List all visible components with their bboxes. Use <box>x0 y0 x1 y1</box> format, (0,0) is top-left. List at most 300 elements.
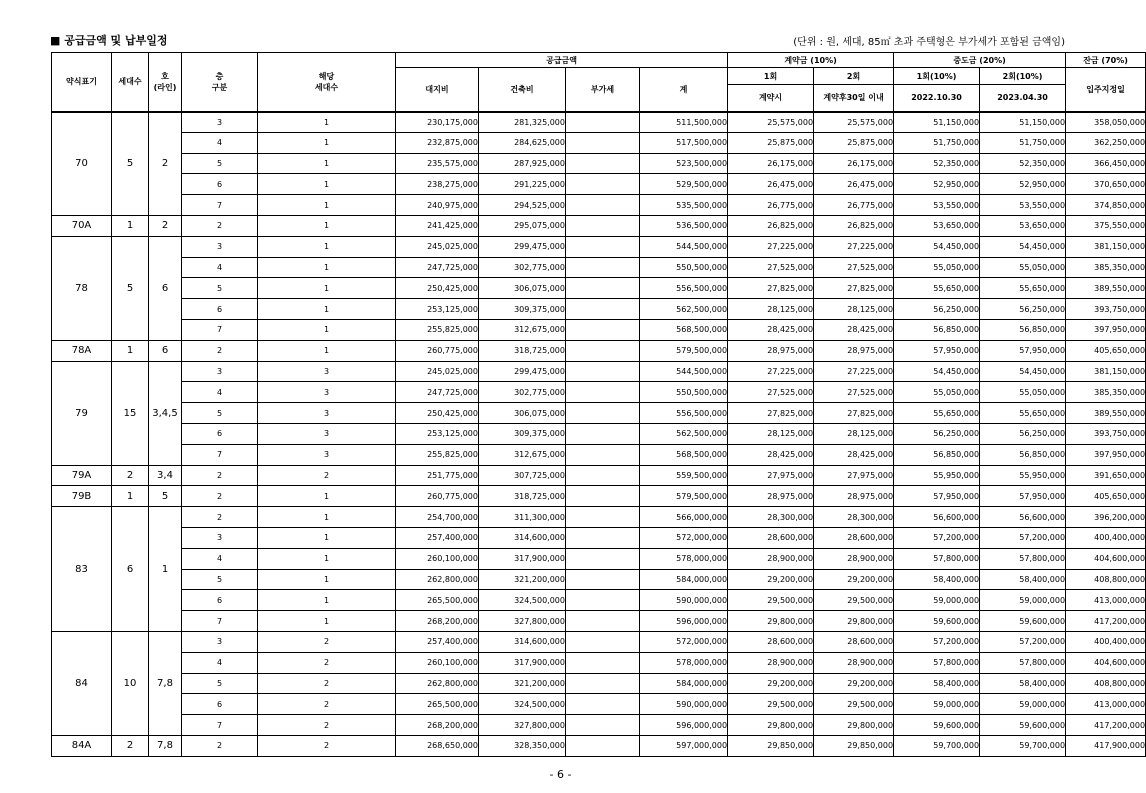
cell-amount: 26,825,000 <box>814 215 894 236</box>
cell-amount: 381,150,000 <box>1066 236 1146 257</box>
cell-amount: 29,500,000 <box>814 590 894 611</box>
cell-amount: 59,700,000 <box>894 735 980 756</box>
cell-amount: 28,600,000 <box>728 527 814 548</box>
cell-amount: 568,500,000 <box>640 319 728 340</box>
cell-amount <box>566 486 640 507</box>
cell-amount: 306,075,000 <box>479 403 566 424</box>
cell-floor: 5 <box>182 673 258 694</box>
cell-amount: 405,650,000 <box>1066 486 1146 507</box>
cell-type: 79B <box>52 486 112 507</box>
cell-amount: 250,425,000 <box>396 278 479 299</box>
cell-amount: 59,600,000 <box>980 715 1066 736</box>
cell-units: 2 <box>112 735 149 756</box>
table-row <box>52 694 1146 715</box>
cell-amount: 517,500,000 <box>640 132 728 153</box>
table-row <box>52 527 1146 548</box>
cell-amount: 584,000,000 <box>640 673 728 694</box>
cell-amount <box>566 735 640 756</box>
cell-amount: 57,800,000 <box>894 548 980 569</box>
cell-floor: 2 <box>182 465 258 486</box>
cell-amount: 29,800,000 <box>814 611 894 632</box>
cell-amount: 391,650,000 <box>1066 465 1146 486</box>
cell-amount: 51,150,000 <box>980 112 1066 133</box>
cell-amount: 294,525,000 <box>479 195 566 216</box>
cell-floor: 3 <box>182 631 258 652</box>
cell-floor-units: 1 <box>258 174 396 195</box>
cell-amount: 26,475,000 <box>728 174 814 195</box>
cell-amount: 255,825,000 <box>396 319 479 340</box>
header-floor: 층 구분 <box>182 53 258 112</box>
cell-units: 10 <box>112 631 149 735</box>
cell-amount: 400,400,000 <box>1066 631 1146 652</box>
cell-floor-units: 1 <box>258 132 396 153</box>
header-middle-2-date: 2023.04.30 <box>980 85 1066 112</box>
cell-amount: 578,000,000 <box>640 548 728 569</box>
cell-amount <box>566 631 640 652</box>
table-row <box>52 507 1146 528</box>
cell-amount: 318,725,000 <box>479 486 566 507</box>
cell-amount: 295,075,000 <box>479 215 566 236</box>
cell-amount: 57,950,000 <box>894 340 980 361</box>
cell-amount: 28,425,000 <box>814 444 894 465</box>
table-row <box>52 715 1146 736</box>
cell-amount: 53,650,000 <box>894 215 980 236</box>
cell-amount: 52,950,000 <box>980 174 1066 195</box>
cell-amount: 57,800,000 <box>894 652 980 673</box>
cell-amount: 57,200,000 <box>894 631 980 652</box>
cell-floor-units: 1 <box>258 590 396 611</box>
cell-amount: 408,800,000 <box>1066 673 1146 694</box>
cell-floor-units: 1 <box>258 215 396 236</box>
cell-amount: 52,350,000 <box>980 153 1066 174</box>
cell-amount <box>566 257 640 278</box>
cell-amount: 26,175,000 <box>814 153 894 174</box>
cell-amount: 385,350,000 <box>1066 382 1146 403</box>
cell-amount: 397,950,000 <box>1066 319 1146 340</box>
table-row <box>52 590 1146 611</box>
cell-floor-units: 3 <box>258 382 396 403</box>
cell-amount: 55,050,000 <box>980 382 1066 403</box>
cell-amount <box>566 153 640 174</box>
cell-amount <box>566 112 640 133</box>
cell-amount <box>566 382 640 403</box>
cell-units: 1 <box>112 340 149 361</box>
cell-amount: 317,900,000 <box>479 652 566 673</box>
cell-amount <box>566 340 640 361</box>
cell-amount: 29,500,000 <box>728 590 814 611</box>
cell-floor-units: 2 <box>258 631 396 652</box>
cell-amount <box>566 590 640 611</box>
cell-amount: 556,500,000 <box>640 278 728 299</box>
header-type: 약식표기 <box>52 53 112 112</box>
cell-amount: 28,125,000 <box>814 423 894 444</box>
cell-amount <box>566 132 640 153</box>
table-body <box>52 112 1146 757</box>
cell-amount: 240,975,000 <box>396 195 479 216</box>
cell-amount: 55,650,000 <box>980 278 1066 299</box>
cell-units: 1 <box>112 486 149 507</box>
cell-amount: 562,500,000 <box>640 423 728 444</box>
cell-amount: 590,000,000 <box>640 694 728 715</box>
header-line: 호 (라인) <box>149 53 182 112</box>
cell-amount: 59,600,000 <box>894 611 980 632</box>
cell-amount: 299,475,000 <box>479 361 566 382</box>
cell-amount: 417,900,000 <box>1066 735 1146 756</box>
cell-line: 2 <box>149 215 182 236</box>
cell-floor-units: 1 <box>258 236 396 257</box>
cell-amount: 26,775,000 <box>728 195 814 216</box>
header-contract-2: 2회 <box>814 68 894 85</box>
cell-amount: 27,975,000 <box>814 465 894 486</box>
cell-amount: 590,000,000 <box>640 590 728 611</box>
cell-amount: 56,250,000 <box>980 423 1066 444</box>
cell-amount: 511,500,000 <box>640 112 728 133</box>
cell-amount: 232,875,000 <box>396 132 479 153</box>
cell-amount: 54,450,000 <box>980 361 1066 382</box>
table-row <box>52 153 1146 174</box>
cell-amount: 57,200,000 <box>980 527 1066 548</box>
cell-amount: 57,950,000 <box>894 486 980 507</box>
table-row <box>52 278 1146 299</box>
cell-amount: 28,900,000 <box>814 652 894 673</box>
cell-amount: 318,725,000 <box>479 340 566 361</box>
cell-amount <box>566 527 640 548</box>
cell-amount: 312,675,000 <box>479 444 566 465</box>
cell-floor-units: 1 <box>258 257 396 278</box>
cell-units: 5 <box>112 112 149 216</box>
cell-floor-units: 1 <box>258 527 396 548</box>
cell-type: 70A <box>52 215 112 236</box>
cell-amount: 27,225,000 <box>814 236 894 257</box>
cell-amount: 324,500,000 <box>479 694 566 715</box>
cell-amount: 370,650,000 <box>1066 174 1146 195</box>
table-row <box>52 112 1146 133</box>
cell-amount <box>566 215 640 236</box>
cell-amount: 56,250,000 <box>980 299 1066 320</box>
cell-amount: 393,750,000 <box>1066 423 1146 444</box>
cell-type: 84 <box>52 631 112 735</box>
cell-floor-units: 1 <box>258 507 396 528</box>
cell-amount: 27,825,000 <box>814 403 894 424</box>
cell-amount: 396,200,000 <box>1066 507 1146 528</box>
cell-type: 83 <box>52 507 112 632</box>
cell-amount: 317,900,000 <box>479 548 566 569</box>
supply-price-schedule-table <box>51 52 1146 757</box>
cell-amount: 25,575,000 <box>728 112 814 133</box>
cell-amount: 579,500,000 <box>640 340 728 361</box>
cell-amount: 25,875,000 <box>728 132 814 153</box>
cell-floor-units: 2 <box>258 673 396 694</box>
cell-floor-units: 2 <box>258 465 396 486</box>
cell-amount: 566,000,000 <box>640 507 728 528</box>
cell-floor: 5 <box>182 278 258 299</box>
cell-floor: 4 <box>182 548 258 569</box>
cell-units: 6 <box>112 507 149 632</box>
cell-type: 84A <box>52 735 112 756</box>
cell-floor: 4 <box>182 382 258 403</box>
cell-amount: 257,400,000 <box>396 527 479 548</box>
cell-amount: 257,400,000 <box>396 631 479 652</box>
cell-amount: 28,600,000 <box>814 631 894 652</box>
cell-amount: 559,500,000 <box>640 465 728 486</box>
header-balance: 잔금 (70%) <box>1066 53 1146 68</box>
cell-amount: 28,425,000 <box>728 319 814 340</box>
cell-floor: 6 <box>182 694 258 715</box>
cell-amount: 29,850,000 <box>728 735 814 756</box>
cell-amount: 56,600,000 <box>894 507 980 528</box>
cell-amount: 28,600,000 <box>814 527 894 548</box>
header-units: 세대수 <box>112 53 149 112</box>
cell-floor-units: 1 <box>258 195 396 216</box>
cell-amount: 56,850,000 <box>894 444 980 465</box>
cell-amount: 28,125,000 <box>728 423 814 444</box>
header-supply: 공급금액 <box>396 53 728 68</box>
table-row <box>52 174 1146 195</box>
cell-amount: 27,525,000 <box>814 382 894 403</box>
cell-amount: 309,375,000 <box>479 423 566 444</box>
cell-amount <box>566 548 640 569</box>
table-row <box>52 403 1146 424</box>
cell-amount: 262,800,000 <box>396 569 479 590</box>
cell-amount: 53,650,000 <box>980 215 1066 236</box>
cell-amount <box>566 444 640 465</box>
cell-amount: 59,000,000 <box>980 590 1066 611</box>
cell-amount: 57,950,000 <box>980 340 1066 361</box>
cell-amount: 366,450,000 <box>1066 153 1146 174</box>
cell-amount: 27,825,000 <box>814 278 894 299</box>
cell-amount: 29,800,000 <box>728 715 814 736</box>
cell-amount <box>566 465 640 486</box>
cell-amount: 28,975,000 <box>728 486 814 507</box>
table-row <box>52 735 1146 756</box>
cell-amount: 27,225,000 <box>728 236 814 257</box>
cell-floor: 5 <box>182 153 258 174</box>
cell-amount: 597,000,000 <box>640 735 728 756</box>
cell-amount: 28,975,000 <box>814 340 894 361</box>
cell-amount: 568,500,000 <box>640 444 728 465</box>
cell-amount: 26,475,000 <box>814 174 894 195</box>
cell-floor-units: 1 <box>258 112 396 133</box>
cell-amount: 572,000,000 <box>640 527 728 548</box>
cell-type: 78 <box>52 236 112 340</box>
header-contract: 계약금 (10%) <box>728 53 894 68</box>
cell-amount: 299,475,000 <box>479 236 566 257</box>
cell-floor-units: 1 <box>258 611 396 632</box>
cell-amount: 281,325,000 <box>479 112 566 133</box>
cell-amount: 56,850,000 <box>980 444 1066 465</box>
cell-amount: 29,200,000 <box>814 673 894 694</box>
cell-floor: 7 <box>182 195 258 216</box>
cell-amount: 314,600,000 <box>479 527 566 548</box>
cell-floor-units: 3 <box>258 444 396 465</box>
table-row <box>52 299 1146 320</box>
cell-floor-units: 2 <box>258 735 396 756</box>
cell-amount: 254,700,000 <box>396 507 479 528</box>
cell-amount <box>566 299 640 320</box>
cell-amount: 28,125,000 <box>814 299 894 320</box>
header-balance-when: 입주지정일 <box>1066 68 1146 112</box>
table-row <box>52 215 1146 236</box>
cell-amount: 265,500,000 <box>396 590 479 611</box>
cell-amount: 562,500,000 <box>640 299 728 320</box>
cell-amount: 389,550,000 <box>1066 278 1146 299</box>
cell-amount: 25,875,000 <box>814 132 894 153</box>
cell-amount: 25,575,000 <box>814 112 894 133</box>
cell-amount: 57,200,000 <box>980 631 1066 652</box>
cell-amount: 284,625,000 <box>479 132 566 153</box>
header-total: 계 <box>640 68 728 112</box>
cell-amount: 27,825,000 <box>728 403 814 424</box>
cell-amount: 265,500,000 <box>396 694 479 715</box>
cell-floor-units: 2 <box>258 694 396 715</box>
cell-floor: 2 <box>182 486 258 507</box>
cell-amount: 29,200,000 <box>728 569 814 590</box>
header-floor-units: 해당 세대수 <box>258 53 396 112</box>
cell-amount: 29,200,000 <box>814 569 894 590</box>
cell-amount: 58,400,000 <box>980 673 1066 694</box>
cell-floor: 4 <box>182 132 258 153</box>
cell-amount: 250,425,000 <box>396 403 479 424</box>
cell-amount: 309,375,000 <box>479 299 566 320</box>
cell-floor-units: 2 <box>258 715 396 736</box>
table-row <box>52 486 1146 507</box>
cell-amount: 55,050,000 <box>894 382 980 403</box>
table-row <box>52 382 1146 403</box>
cell-amount: 51,150,000 <box>894 112 980 133</box>
cell-amount <box>566 715 640 736</box>
cell-amount: 260,775,000 <box>396 340 479 361</box>
header-vat: 부가세 <box>566 68 640 112</box>
cell-amount <box>566 278 640 299</box>
cell-floor: 6 <box>182 423 258 444</box>
cell-amount: 247,725,000 <box>396 257 479 278</box>
cell-amount: 56,250,000 <box>894 423 980 444</box>
cell-floor-units: 3 <box>258 403 396 424</box>
cell-amount <box>566 652 640 673</box>
cell-floor: 5 <box>182 403 258 424</box>
cell-amount: 544,500,000 <box>640 361 728 382</box>
cell-amount: 413,000,000 <box>1066 694 1146 715</box>
cell-amount: 404,600,000 <box>1066 548 1146 569</box>
cell-amount: 26,825,000 <box>728 215 814 236</box>
header-contract-1: 1회 <box>728 68 814 85</box>
cell-amount: 327,800,000 <box>479 715 566 736</box>
cell-amount: 58,400,000 <box>894 569 980 590</box>
table-row <box>52 340 1146 361</box>
table-row <box>52 423 1146 444</box>
cell-floor: 4 <box>182 652 258 673</box>
table-row <box>52 361 1146 382</box>
table-row <box>52 465 1146 486</box>
cell-amount: 287,925,000 <box>479 153 566 174</box>
cell-amount <box>566 361 640 382</box>
cell-amount: 29,200,000 <box>728 673 814 694</box>
cell-amount: 59,600,000 <box>980 611 1066 632</box>
cell-amount: 268,200,000 <box>396 715 479 736</box>
cell-amount <box>566 403 640 424</box>
cell-floor-units: 1 <box>258 278 396 299</box>
header-contract-1-when: 계약시 <box>728 85 814 112</box>
cell-floor: 2 <box>182 507 258 528</box>
cell-amount: 56,600,000 <box>980 507 1066 528</box>
unit-note: (단위 : 원, 세대, 85㎡ 초과 주택형은 부가세가 포함된 금액임) <box>793 37 1065 48</box>
cell-amount: 245,025,000 <box>396 361 479 382</box>
cell-amount: 27,225,000 <box>814 361 894 382</box>
cell-amount: 52,950,000 <box>894 174 980 195</box>
table-row <box>52 631 1146 652</box>
cell-amount: 28,900,000 <box>728 652 814 673</box>
cell-amount: 253,125,000 <box>396 299 479 320</box>
cell-amount: 393,750,000 <box>1066 299 1146 320</box>
cell-amount: 52,350,000 <box>894 153 980 174</box>
table-row <box>52 319 1146 340</box>
cell-amount: 28,900,000 <box>814 548 894 569</box>
cell-amount: 28,300,000 <box>728 507 814 528</box>
cell-amount: 417,200,000 <box>1066 715 1146 736</box>
cell-amount: 235,575,000 <box>396 153 479 174</box>
cell-amount <box>566 569 640 590</box>
cell-amount <box>566 174 640 195</box>
cell-floor: 6 <box>182 174 258 195</box>
page-number: - 6 - <box>549 768 572 781</box>
cell-amount: 59,600,000 <box>894 715 980 736</box>
cell-amount: 59,000,000 <box>894 694 980 715</box>
cell-amount: 400,400,000 <box>1066 527 1146 548</box>
cell-floor-units: 1 <box>258 340 396 361</box>
cell-amount: 28,600,000 <box>728 631 814 652</box>
cell-amount: 247,725,000 <box>396 382 479 403</box>
cell-amount: 28,975,000 <box>728 340 814 361</box>
cell-amount: 405,650,000 <box>1066 340 1146 361</box>
cell-floor: 7 <box>182 611 258 632</box>
table-row <box>52 652 1146 673</box>
cell-floor-units: 3 <box>258 423 396 444</box>
cell-amount: 51,750,000 <box>980 132 1066 153</box>
table-row <box>52 444 1146 465</box>
cell-amount: 55,650,000 <box>980 403 1066 424</box>
cell-amount: 56,850,000 <box>894 319 980 340</box>
cell-type: 79 <box>52 361 112 465</box>
cell-amount: 29,800,000 <box>814 715 894 736</box>
cell-amount: 358,050,000 <box>1066 112 1146 133</box>
cell-amount: 53,550,000 <box>980 195 1066 216</box>
cell-amount: 291,225,000 <box>479 174 566 195</box>
cell-units: 2 <box>112 465 149 486</box>
cell-amount: 245,025,000 <box>396 236 479 257</box>
cell-amount: 253,125,000 <box>396 423 479 444</box>
cell-line: 1 <box>149 507 182 632</box>
cell-amount: 268,200,000 <box>396 611 479 632</box>
cell-floor-units: 3 <box>258 361 396 382</box>
cell-amount: 54,450,000 <box>894 361 980 382</box>
cell-amount: 535,500,000 <box>640 195 728 216</box>
cell-amount: 54,450,000 <box>980 236 1066 257</box>
cell-amount: 302,775,000 <box>479 257 566 278</box>
cell-line: 3,4,5 <box>149 361 182 465</box>
cell-amount: 328,350,000 <box>479 735 566 756</box>
header-building: 건축비 <box>479 68 566 112</box>
header-middle-2: 2회(10%) <box>980 68 1066 85</box>
cell-amount: 56,250,000 <box>894 299 980 320</box>
cell-amount: 251,775,000 <box>396 465 479 486</box>
cell-amount: 255,825,000 <box>396 444 479 465</box>
cell-floor: 4 <box>182 257 258 278</box>
cell-amount: 28,125,000 <box>728 299 814 320</box>
cell-amount: 321,200,000 <box>479 569 566 590</box>
cell-amount: 321,200,000 <box>479 673 566 694</box>
cell-amount: 362,250,000 <box>1066 132 1146 153</box>
cell-floor-units: 1 <box>258 319 396 340</box>
